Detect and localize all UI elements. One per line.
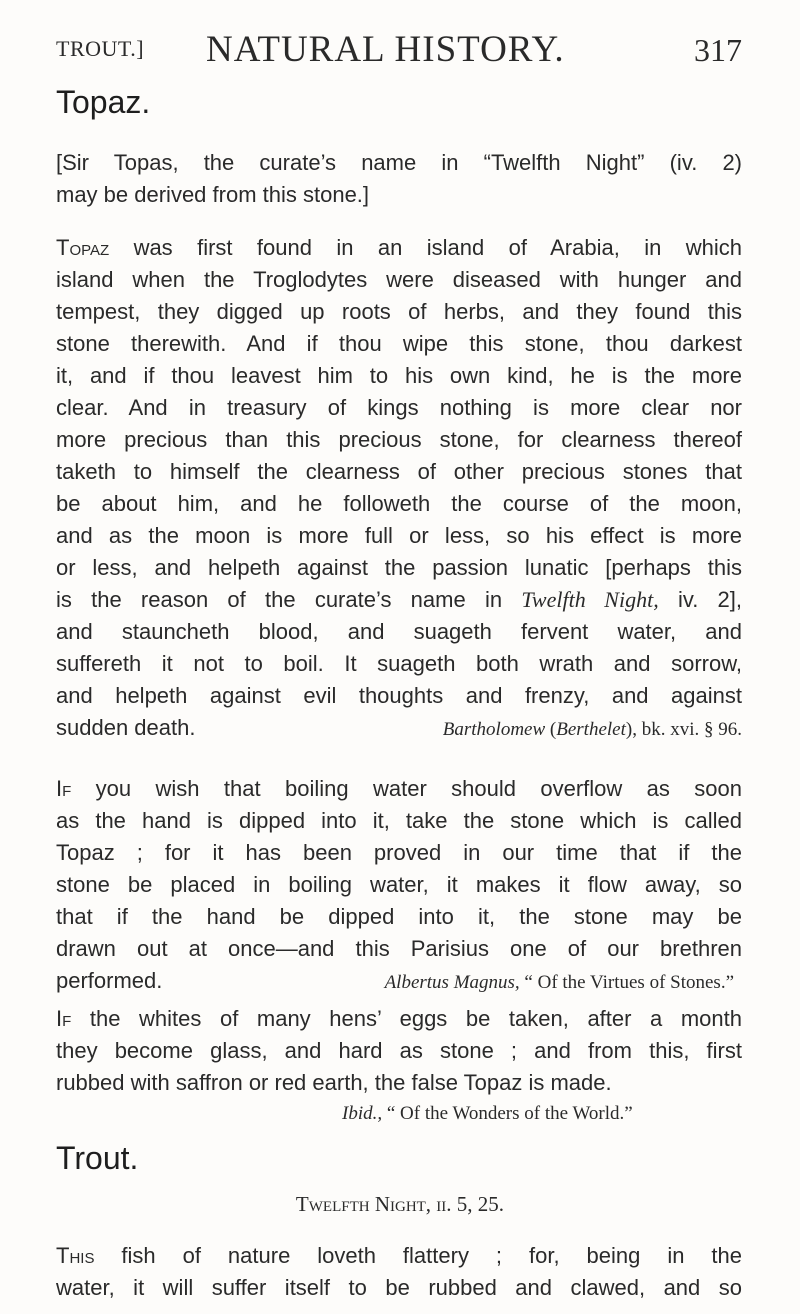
text-line: more precious than this precious stone, for clearness thereof bbox=[56, 427, 742, 452]
text-line: as the hand is dipped into it, take the stone which is called bbox=[56, 808, 742, 833]
page-number: 317 bbox=[694, 32, 742, 68]
text-line: they become glass, and hard as stone ; and from this, first bbox=[56, 1038, 742, 1063]
text-line: Topaz ; for it has been proved in our time that if the bbox=[56, 840, 742, 865]
ibid-quotation bbox=[56, 1003, 742, 1129]
running-head-title: NATURAL HISTORY. bbox=[206, 29, 565, 70]
text-line: stone be placed in boiling water, it makes it flow away, so bbox=[56, 872, 742, 897]
text-line: suffereth it not to boil. It suageth both wrath and sorrow, bbox=[56, 651, 742, 676]
topaz-intro-note bbox=[56, 147, 742, 211]
text-line: This fish of nature loveth flattery ; for, being in the bbox=[56, 1243, 742, 1268]
attribution-bartholomew: Bartholomew (Berthelet), bk. xvi. § 96. bbox=[442, 719, 742, 740]
bartholomew-quotation bbox=[56, 232, 742, 746]
text-line: If the whites of many hens’ eggs be taken, after a month bbox=[56, 1006, 742, 1031]
text-line: drawn out at once—and this Parisius one of our brethren bbox=[56, 936, 742, 961]
text-line: be about him, and he followeth the course of the moon, bbox=[56, 491, 742, 516]
closing-line-with-attribution bbox=[56, 712, 742, 746]
closing-line-with-attribution bbox=[56, 965, 742, 999]
running-head-section: TROUT.] bbox=[56, 36, 145, 61]
text-line: clear. And in treasury of kings nothing is more clear nor bbox=[56, 395, 742, 420]
trout-reference: Twelfth Night, ii. 5, 25. bbox=[295, 1192, 505, 1216]
entry-heading-trout: Trout. bbox=[56, 1140, 139, 1176]
italic-title: Twelfth Night, bbox=[521, 587, 659, 612]
text-line: water, it will suffer itself to be rubbed and clawed, and so bbox=[56, 1275, 742, 1300]
text-line: sudden death. bbox=[56, 715, 196, 740]
trout-quotation bbox=[56, 1240, 742, 1304]
text-line: and helpeth against evil thoughts and frenzy, and against bbox=[56, 683, 742, 708]
attribution-ibid: Ibid., “ Of the Wonders of the World.” bbox=[342, 1103, 633, 1124]
text-line: stone therewith. And if thou wipe this stone, thou darkest bbox=[56, 331, 742, 356]
text-line: performed. bbox=[56, 968, 163, 993]
lead-word: This bbox=[56, 1243, 95, 1268]
text-line: or less, and helpeth against the passion lunatic [perhaps this bbox=[56, 555, 742, 580]
text-line: Topaz was first found in an island of Arabia, in which bbox=[56, 235, 742, 260]
lead-word: If bbox=[56, 776, 72, 801]
text-line: that if the hand be dipped into it, the stone may be bbox=[56, 904, 742, 929]
text-line: rubbed with saffron or red earth, the false Topaz is made. bbox=[56, 1070, 612, 1095]
text-line: [Sir Topas, the curate’s name in “Twelfth Night” (iv. 2) bbox=[56, 150, 742, 175]
running-head bbox=[56, 28, 742, 78]
albertus-quotation bbox=[56, 773, 742, 999]
text-line: If you wish that boiling water should overflow as soon bbox=[56, 776, 742, 801]
text-line: may be derived from this stone.] bbox=[56, 182, 370, 207]
text-line: and as the moon is more full or less, so his effect is more bbox=[56, 523, 742, 548]
text-line: tempest, they digged up roots of herbs, and they found this bbox=[56, 299, 742, 324]
lead-word: If bbox=[56, 1006, 72, 1031]
text-line: and stauncheth blood, and suageth fervent water, and bbox=[56, 619, 742, 644]
text-line: taketh to himself the clearness of other precious stones that bbox=[56, 459, 742, 484]
attribution-albertus: Albertus Magnus, “ Of the Virtues of Stones.” bbox=[384, 972, 734, 993]
text-line: it, and if thou leavest him to his own kind, he is the more bbox=[56, 363, 742, 388]
text-line: island when the Troglodytes were diseased with hunger and bbox=[56, 267, 742, 292]
text-line: is the reason of the curate’s name in Twelfth Night, iv. 2], bbox=[56, 587, 743, 612]
entry-heading-topaz: Topaz. bbox=[56, 84, 151, 120]
lead-word: Topaz bbox=[56, 235, 110, 260]
